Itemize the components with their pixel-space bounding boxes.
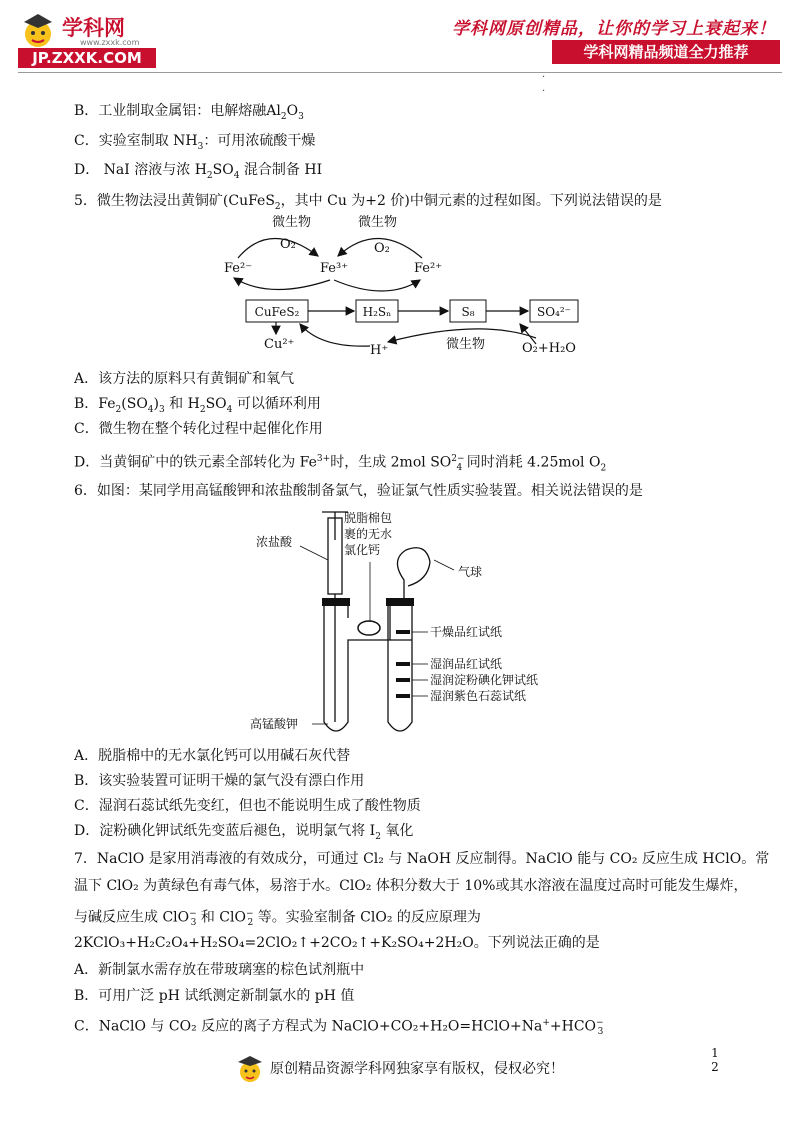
cotton-ball	[358, 621, 380, 635]
arrow-fe3-to-fe2	[234, 278, 330, 290]
option-4d: D． NaI 溶液与浓 $H_2SO_4$ 混合制备 HI	[74, 162, 323, 181]
option-7b: B．可用广泛 pH 试纸测定新制氯水的 pH 值	[74, 988, 355, 1004]
label-cotton-3: 氯化钙	[344, 543, 381, 557]
logo-domain: www.zxxk.com	[80, 38, 140, 47]
copper-leaching-diagram	[210, 210, 600, 370]
question-7-line-3: 与碱反应生成 ClO−$_3$ 和 ClO−$_2$ 等。实验室制备 ClO₂ 的反应原理为	[74, 909, 481, 929]
wet-paper-strip-1	[396, 662, 410, 666]
box-h2sn-label: H₂Sₙ	[362, 305, 392, 319]
h-plus-label: H⁺	[370, 343, 389, 358]
question-7-equation: 2KClO₃+H₂C₂O₄+H₂SO₄=2ClO₂↑+2CO₂↑+K₂SO₄+2H₂O。下列说法正确的是	[74, 935, 600, 951]
label-cotton-1: 脱脂棉包	[344, 511, 393, 525]
label-kmno4: 高锰酸钾	[250, 717, 299, 731]
arrow-fe3-to-fe2-right	[334, 280, 420, 291]
option-6b: B．该实验装置可证明干燥的氯气没有漂白作用	[74, 773, 365, 789]
option-4c: C．实验室制取 $NH_3$：可用浓硫酸干燥	[74, 133, 316, 152]
dot-mark: ·	[542, 72, 546, 83]
chlorine-apparatus-diagram	[240, 500, 580, 745]
option-7c: C．NaClO 与 CO₂ 反应的离子方程式为 $NaClO+CO_2+H_2O=HClO+Na^++HCO^-_3$	[74, 1018, 604, 1038]
dot-mark: ·	[542, 86, 546, 97]
wet-paper-strip-2	[396, 678, 410, 682]
option-5d: D．当黄铜矿中的铁元素全部转化为 $Fe^{3+}$时，生成 2mol $SO^{2-}_4$ 同时消耗 4.25mol $O_2$	[74, 454, 607, 474]
header-tag: 学科网精品频道全力推荐	[552, 40, 780, 64]
microbe-label-right: 微生物	[358, 215, 398, 230]
logo-text: 学科网	[62, 16, 125, 40]
fe3-label: Fe³⁺	[320, 261, 349, 276]
microbe-label-left: 微生物	[272, 215, 312, 230]
label-dry-paper: 干燥品红试纸	[430, 625, 503, 639]
question-5-stem: 5．微生物法浸出黄铜矿(CuFeS$_2$，其中 Cu 为+2 价)中铜元素的过程如图。下列说法错误的是	[74, 193, 662, 212]
site-logo[interactable]	[18, 8, 158, 70]
right-test-tube	[388, 602, 412, 731]
label-hcl: 浓盐酸	[256, 535, 293, 549]
fe2-label-right: Fe²⁺	[414, 261, 443, 276]
o2-label-left: O₂	[280, 237, 296, 252]
option-6d: D．淀粉碘化钾试纸先变蓝后褪色，说明氯气将 $I_2$ 氧化	[74, 823, 414, 842]
header-slogan: 学科网原创精品，让你的学习上衰起来！	[452, 19, 776, 39]
o2-h2o-label: O₂+H₂O	[522, 341, 576, 356]
label-wet-magenta: 湿润品红试纸	[430, 657, 503, 671]
microbe-label-bottom: 微生物	[446, 337, 486, 352]
box-cufes2-label: CuFeS₂	[254, 305, 300, 319]
option-6c: C．湿润石蕊试纸先变红，但也不能说明生成了酸性物质	[74, 798, 421, 814]
label-wet-litmus: 湿润紫色石蕊试纸	[430, 689, 527, 703]
left-stopper	[322, 598, 350, 606]
option-4b: B．工业制取金属铝：电解熔融$Al_2O_3$	[74, 103, 304, 122]
option-6a: A．脱脂棉中的无水氯化钙可以用碱石灰代替	[74, 748, 351, 764]
arrow-fe2-to-fe3	[238, 238, 318, 258]
header-divider	[18, 72, 782, 73]
option-5b: B．$Fe_2(SO_4)_3$ 和 $H_2SO_4$ 可以循环利用	[74, 396, 321, 415]
label-balloon: 气球	[458, 565, 483, 579]
option-5c: C．微生物在整个转化过程中起催化作用	[74, 421, 323, 437]
balloon	[397, 548, 430, 602]
question-7-line-2: 温下 ClO₂ 为黄绿色有毒气体，易溶于水。ClO₂ 体积分数大于 10%或其水溶液在温度过高时可能发生爆炸，	[74, 878, 748, 894]
question-7-line-1: 7．NaClO 是家用消毒液的有效成分，可通过 Cl₂ 与 NaOH 反应制得。NaClO 能与 CO₂ 反应生成 HClO。常	[74, 851, 770, 867]
label-cotton-2: 裹的无水	[344, 527, 393, 541]
box-so4-label: SO₄²⁻	[536, 305, 572, 319]
dry-paper-strip	[396, 630, 410, 634]
option-5a: A．该方法的原料只有黄铜矿和氧气	[74, 371, 295, 387]
right-stopper	[386, 598, 414, 606]
left-test-tube	[324, 602, 390, 731]
mascot-footer-icon	[236, 1054, 264, 1084]
fe2-label-left: Fe²⁻	[224, 261, 253, 276]
question-6-stem: 6．如图：某同学用高锰酸钾和浓盐酸制备氯气，验证氯气性质实验装置。相关说法错误的是	[74, 483, 643, 499]
wet-paper-strip-3	[396, 694, 410, 698]
mascot-logo-icon	[18, 10, 58, 50]
footer-copyright: 原创精品资源学科网独家享有版权，侵权必究！	[270, 1061, 564, 1077]
page-number: 1 2	[711, 1046, 719, 1074]
arrow-h-to-cufes2	[300, 324, 370, 346]
o2-label-right: O₂	[374, 241, 390, 256]
cu2-label: Cu²⁺	[264, 337, 295, 352]
logo-url-banner: JP.ZXXK.COM	[18, 48, 156, 68]
label-wet-ki: 湿润淀粉碘化钾试纸	[430, 673, 539, 687]
box-s8-label: S₈	[461, 305, 475, 319]
option-7a: A．新制氯水需存放在带玻璃塞的棕色试剂瓶中	[74, 962, 365, 978]
